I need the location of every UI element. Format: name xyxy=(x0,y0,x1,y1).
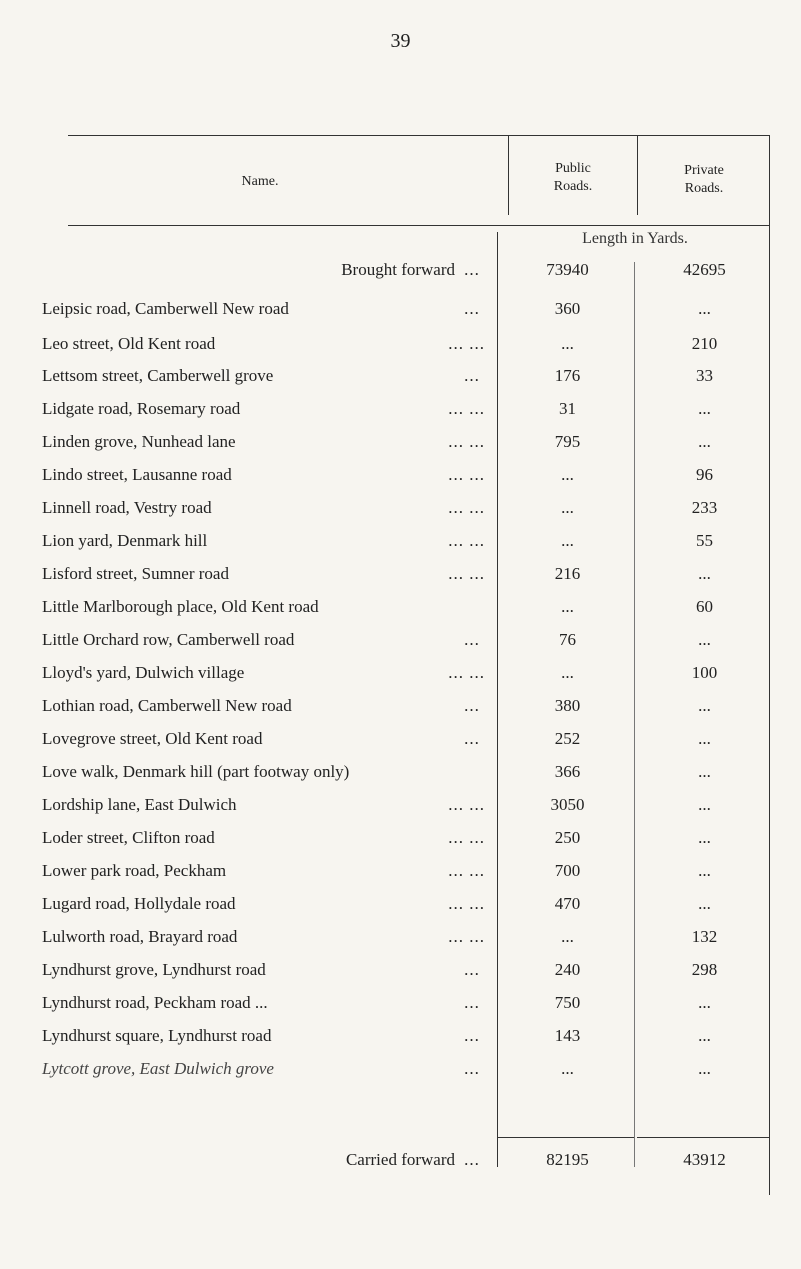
private-length: ... xyxy=(698,564,711,583)
table-row xyxy=(0,993,801,1023)
table-row xyxy=(0,663,801,693)
row-dots: ... ... xyxy=(448,465,485,484)
private-length: ... xyxy=(698,1059,711,1078)
total-rule-public xyxy=(498,1137,634,1138)
private-length: ... xyxy=(698,630,711,649)
road-name: Little Marlborough place, Old Kent road xyxy=(42,597,319,616)
private-length: ... xyxy=(698,795,711,814)
road-name: Leipsic road, Camberwell New road xyxy=(42,299,289,318)
private-length: ... xyxy=(698,828,711,847)
public-length: 176 xyxy=(554,366,581,385)
road-name: Lulworth road, Brayard road xyxy=(42,927,238,946)
page-number: 39 xyxy=(390,30,411,52)
row-dots: ... ... xyxy=(448,894,485,913)
table-row xyxy=(0,729,801,759)
table-row xyxy=(0,531,801,561)
row-dots: ... ... xyxy=(448,531,485,550)
header-public-roads xyxy=(510,160,636,196)
table-row xyxy=(0,927,801,957)
road-name: Lion yard, Denmark hill xyxy=(42,531,208,550)
row-dots: ... ... xyxy=(448,498,485,517)
public-length: 700 xyxy=(554,861,581,880)
table-row xyxy=(0,299,801,329)
private-length: ... xyxy=(698,894,711,913)
public-length: 252 xyxy=(554,729,581,748)
road-name: Lisford street, Sumner road xyxy=(42,564,229,583)
public-length: 143 xyxy=(554,1026,581,1045)
table-row xyxy=(0,894,801,924)
road-name: Linden grove, Nunhead lane xyxy=(42,432,236,451)
table-row xyxy=(0,399,801,429)
table-row xyxy=(0,696,801,726)
brought-forward-public: 73940 xyxy=(546,260,589,279)
row-dots: ... xyxy=(464,696,480,715)
road-name: Lettsom street, Camberwell grove xyxy=(42,366,274,385)
private-length: ... xyxy=(698,729,711,748)
public-length: 360 xyxy=(554,299,581,318)
table-row xyxy=(0,498,801,528)
road-name: Lower park road, Peckham xyxy=(42,861,227,880)
carried-forward-label: Carried forward xyxy=(345,1150,455,1169)
road-name: Little Orchard row, Camberwell road xyxy=(42,630,295,649)
table-row xyxy=(0,465,801,495)
public-length: 31 xyxy=(559,399,576,418)
road-name: Lugard road, Hollydale road xyxy=(42,894,236,913)
col-divider-1-header xyxy=(508,135,509,215)
road-name: Lytcott grove, East Dulwich grove xyxy=(42,1059,274,1078)
carried-forward-private: 43912 xyxy=(683,1150,726,1169)
table-row xyxy=(0,762,801,792)
public-length: ... xyxy=(561,927,574,946)
col-divider-2-header xyxy=(637,135,638,215)
road-name: Lyndhurst grove, Lyndhurst road xyxy=(42,960,266,979)
row-dots: ... ... xyxy=(448,927,485,946)
public-length: ... xyxy=(561,597,574,616)
private-length: 233 xyxy=(691,498,718,517)
public-length: ... xyxy=(561,465,574,484)
carried-forward-public: 82195 xyxy=(546,1150,589,1169)
length-in-yards: Length in Yards. xyxy=(582,230,688,247)
row-dots: ... xyxy=(464,1059,480,1078)
road-name: Lindo street, Lausanne road xyxy=(42,465,232,484)
public-length: 216 xyxy=(554,564,581,583)
private-length: ... xyxy=(698,432,711,451)
private-length: ... xyxy=(698,993,711,1012)
row-dots: ... xyxy=(464,299,480,318)
private-length: 298 xyxy=(691,960,718,979)
table-row xyxy=(0,432,801,462)
public-length: 795 xyxy=(554,432,581,451)
private-length: 60 xyxy=(696,597,713,616)
brought-forward-label: Brought forward xyxy=(341,260,455,279)
row-dots: ... ... xyxy=(448,432,485,451)
row-dots: ... xyxy=(464,1026,480,1045)
road-name: Lyndhurst square, Lyndhurst road xyxy=(42,1026,272,1045)
road-name: Lordship lane, East Dulwich xyxy=(42,795,237,814)
private-length: 210 xyxy=(691,334,718,353)
private-length: 96 xyxy=(696,465,713,484)
table-row xyxy=(0,564,801,594)
private-length: ... xyxy=(698,299,711,318)
table-row xyxy=(0,960,801,990)
public-length: 470 xyxy=(554,894,581,913)
brought-forward-row xyxy=(0,260,801,290)
table-row xyxy=(0,795,801,825)
header-bottom-rule xyxy=(68,225,770,226)
private-length: ... xyxy=(698,399,711,418)
public-length: 250 xyxy=(554,828,581,847)
road-name: Lyndhurst road, Peckham road ... xyxy=(42,993,268,1012)
table-row xyxy=(0,861,801,891)
private-length: ... xyxy=(698,1026,711,1045)
row-dots: ... xyxy=(464,1150,480,1169)
row-dots: ... xyxy=(464,630,480,649)
public-length: 380 xyxy=(554,696,581,715)
private-length: 100 xyxy=(691,663,718,682)
private-length: ... xyxy=(698,861,711,880)
table-row xyxy=(0,366,801,396)
row-dots: ... xyxy=(464,729,480,748)
road-name: Lloyd's yard, Dulwich village xyxy=(42,663,245,682)
road-name: Lidgate road, Rosemary road xyxy=(42,399,241,418)
row-dots: ... ... xyxy=(448,564,485,583)
public-length: ... xyxy=(561,1059,574,1078)
public-length: 366 xyxy=(554,762,581,781)
public-length: 240 xyxy=(554,960,581,979)
public-length: ... xyxy=(561,531,574,550)
public-length: 3050 xyxy=(550,795,585,814)
carried-forward-row xyxy=(0,1150,801,1180)
road-name: Lovegrove street, Old Kent road xyxy=(42,729,263,748)
total-rule-private xyxy=(637,1137,770,1138)
row-dots: ... ... xyxy=(448,334,485,353)
row-dots: ... xyxy=(464,260,480,279)
road-name: Linnell road, Vestry road xyxy=(42,498,212,517)
header-private-line1: Private xyxy=(684,163,724,178)
table-row xyxy=(0,597,801,627)
row-dots: ... xyxy=(464,366,480,385)
header-name: Name. xyxy=(241,174,279,189)
public-length: ... xyxy=(561,334,574,353)
table-row xyxy=(0,334,801,364)
row-dots: ... xyxy=(464,960,480,979)
private-length: 33 xyxy=(696,366,713,385)
public-length: ... xyxy=(561,663,574,682)
private-length: ... xyxy=(698,762,711,781)
public-length: 76 xyxy=(559,630,576,649)
road-name: Loder street, Clifton road xyxy=(42,828,215,847)
table-row xyxy=(0,1059,801,1089)
public-length: ... xyxy=(561,498,574,517)
row-dots: ... xyxy=(464,993,480,1012)
header-public-line2: Roads. xyxy=(553,179,593,194)
road-name: Lothian road, Camberwell New road xyxy=(42,696,292,715)
table-row xyxy=(0,1026,801,1056)
table-row xyxy=(0,828,801,858)
private-length: ... xyxy=(698,696,711,715)
row-dots: ... ... xyxy=(448,399,485,418)
road-name: Leo street, Old Kent road xyxy=(42,334,216,353)
header-private-line2: Roads. xyxy=(684,181,724,196)
private-length: 132 xyxy=(691,927,718,946)
header-top-rule xyxy=(68,135,770,136)
row-dots: ... ... xyxy=(448,795,485,814)
brought-forward-private: 42695 xyxy=(683,260,726,279)
row-dots: ... ... xyxy=(448,828,485,847)
private-length: 55 xyxy=(696,531,713,550)
table-row xyxy=(0,630,801,660)
header-private-roads xyxy=(640,162,768,198)
row-dots: ... ... xyxy=(448,861,485,880)
public-length: 750 xyxy=(554,993,581,1012)
header-public-line1: Public xyxy=(555,161,591,176)
road-name: Love walk, Denmark hill (part footway only) xyxy=(42,762,350,781)
row-dots: ... ... xyxy=(448,663,485,682)
